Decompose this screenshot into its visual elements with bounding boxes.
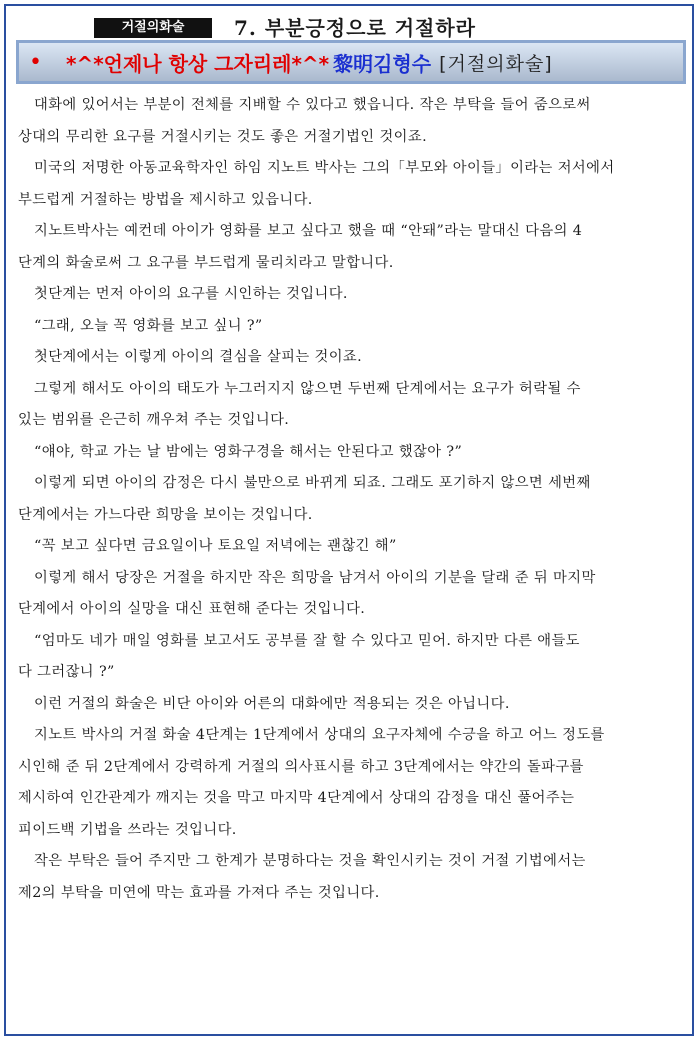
banner-slogan: *^*언제나 항상 그자리레*^* [65,51,330,76]
text-line: 이렇게 되면 아이의 감정은 다시 불만으로 바뀌게 되죠. 그래도 포기하지 않으면 세번째 [34,475,591,491]
text-line: 제시하여 인간관계가 깨지는 것을 막고 마지막 4단계에서 상대의 감정을 대신 풀어주는 [18,790,575,806]
text-line: 지노트 박사의 거절 화술 4단계는 1단계에서 상대의 요구자체에 수긍을 하고 어느 정도를 [34,727,605,743]
text-line: 작은 부탁은 들어 주지만 그 한계가 분명하다는 것을 확인시키는 것이 거절 기법에서는 [34,853,586,869]
text-line: 지노트박사는 예컨데 아이가 영화를 보고 싶다고 했을 때 “안돼”라는 말대신 다음의 4 [34,223,583,239]
document-page [4,4,694,1036]
text-line: “그래, 오늘 꼭 영화를 보고 싶니 ?” [34,317,263,334]
text-line: 시인해 준 뒤 2단계에서 강력하게 거절의 의사표시를 하고 3단계에서는 약간의 돌파구를 [18,758,584,775]
text-line: 상대의 무리한 요구를 거절시키는 것도 좋은 거절기법인 것이죠. [18,128,428,145]
text-line: 있는 범위를 은근히 깨우쳐 주는 것입니다. [18,412,290,428]
text-line: 부드럽게 거절하는 방법을 제시하고 있읍니다. [18,191,313,208]
body-text [18,90,686,909]
text-line: 첫단계는 먼저 아이의 요구를 시인하는 것입니다. [34,286,348,302]
text-line: 다 그러잖니 ?” [18,664,115,680]
banner-book-title: [거절의화술] [439,52,553,75]
author-banner [16,40,686,84]
banner-author: 黎明김형수 [333,51,432,76]
bullet-icon: • [29,49,42,75]
chapter-title: 7. 부분긍정으로 거절하라 [234,16,477,40]
section-tag: 거절의화술 [94,18,212,38]
text-line: 대화에 있어서는 부분이 전체를 지배할 수 있다고 했읍니다. 작은 부탁을 들어 줌으로써 [34,97,591,113]
text-line: 단계의 화술로써 그 요구를 부드럽게 물리치라고 말합니다. [18,254,394,271]
text-line: “꼭 보고 싶다면 금요일이나 토요일 저녁에는 괜찮긴 해” [34,538,397,554]
text-line: 단계에서 아이의 실망을 대신 표현해 준다는 것입니다. [18,601,366,617]
text-line: “엄마도 네가 매일 영화를 보고서도 공부를 잘 할 수 있다고 믿어. 하지만 다른 애들도 [34,632,580,649]
text-line: “얘야, 학교 가는 날 밤에는 영화구경을 해서는 안된다고 했잖아 ?” [34,443,463,460]
text-line: 이런 거절의 화술은 비단 아이와 어른의 대화에만 적용되는 것은 아닙니다. [34,695,510,712]
text-line: 첫단계에서는 이렇게 아이의 결심을 살피는 것이죠. [34,349,363,365]
text-line: 이렇게 해서 당장은 거절을 하지만 작은 희망을 남겨서 아이의 기분을 달래 준 뒤 마지막 [34,569,596,586]
text-line: 미국의 저명한 아동교육학자인 하임 지노트 박사는 그의「부모와 아이들」이라는 저서에서 [34,160,615,176]
text-line: 단계에서는 가느다란 희망을 보이는 것입니다. [18,506,313,523]
text-line: 제2의 부탁을 미연에 막는 효과를 가져다 주는 것입니다. [18,884,380,901]
text-line: 피이드백 기법을 쓰라는 것입니다. [18,821,237,838]
text-line: 그렇게 해서도 아이의 태도가 누그러지지 않으면 두번째 단계에서는 요구가 허락될 수 [34,380,581,397]
